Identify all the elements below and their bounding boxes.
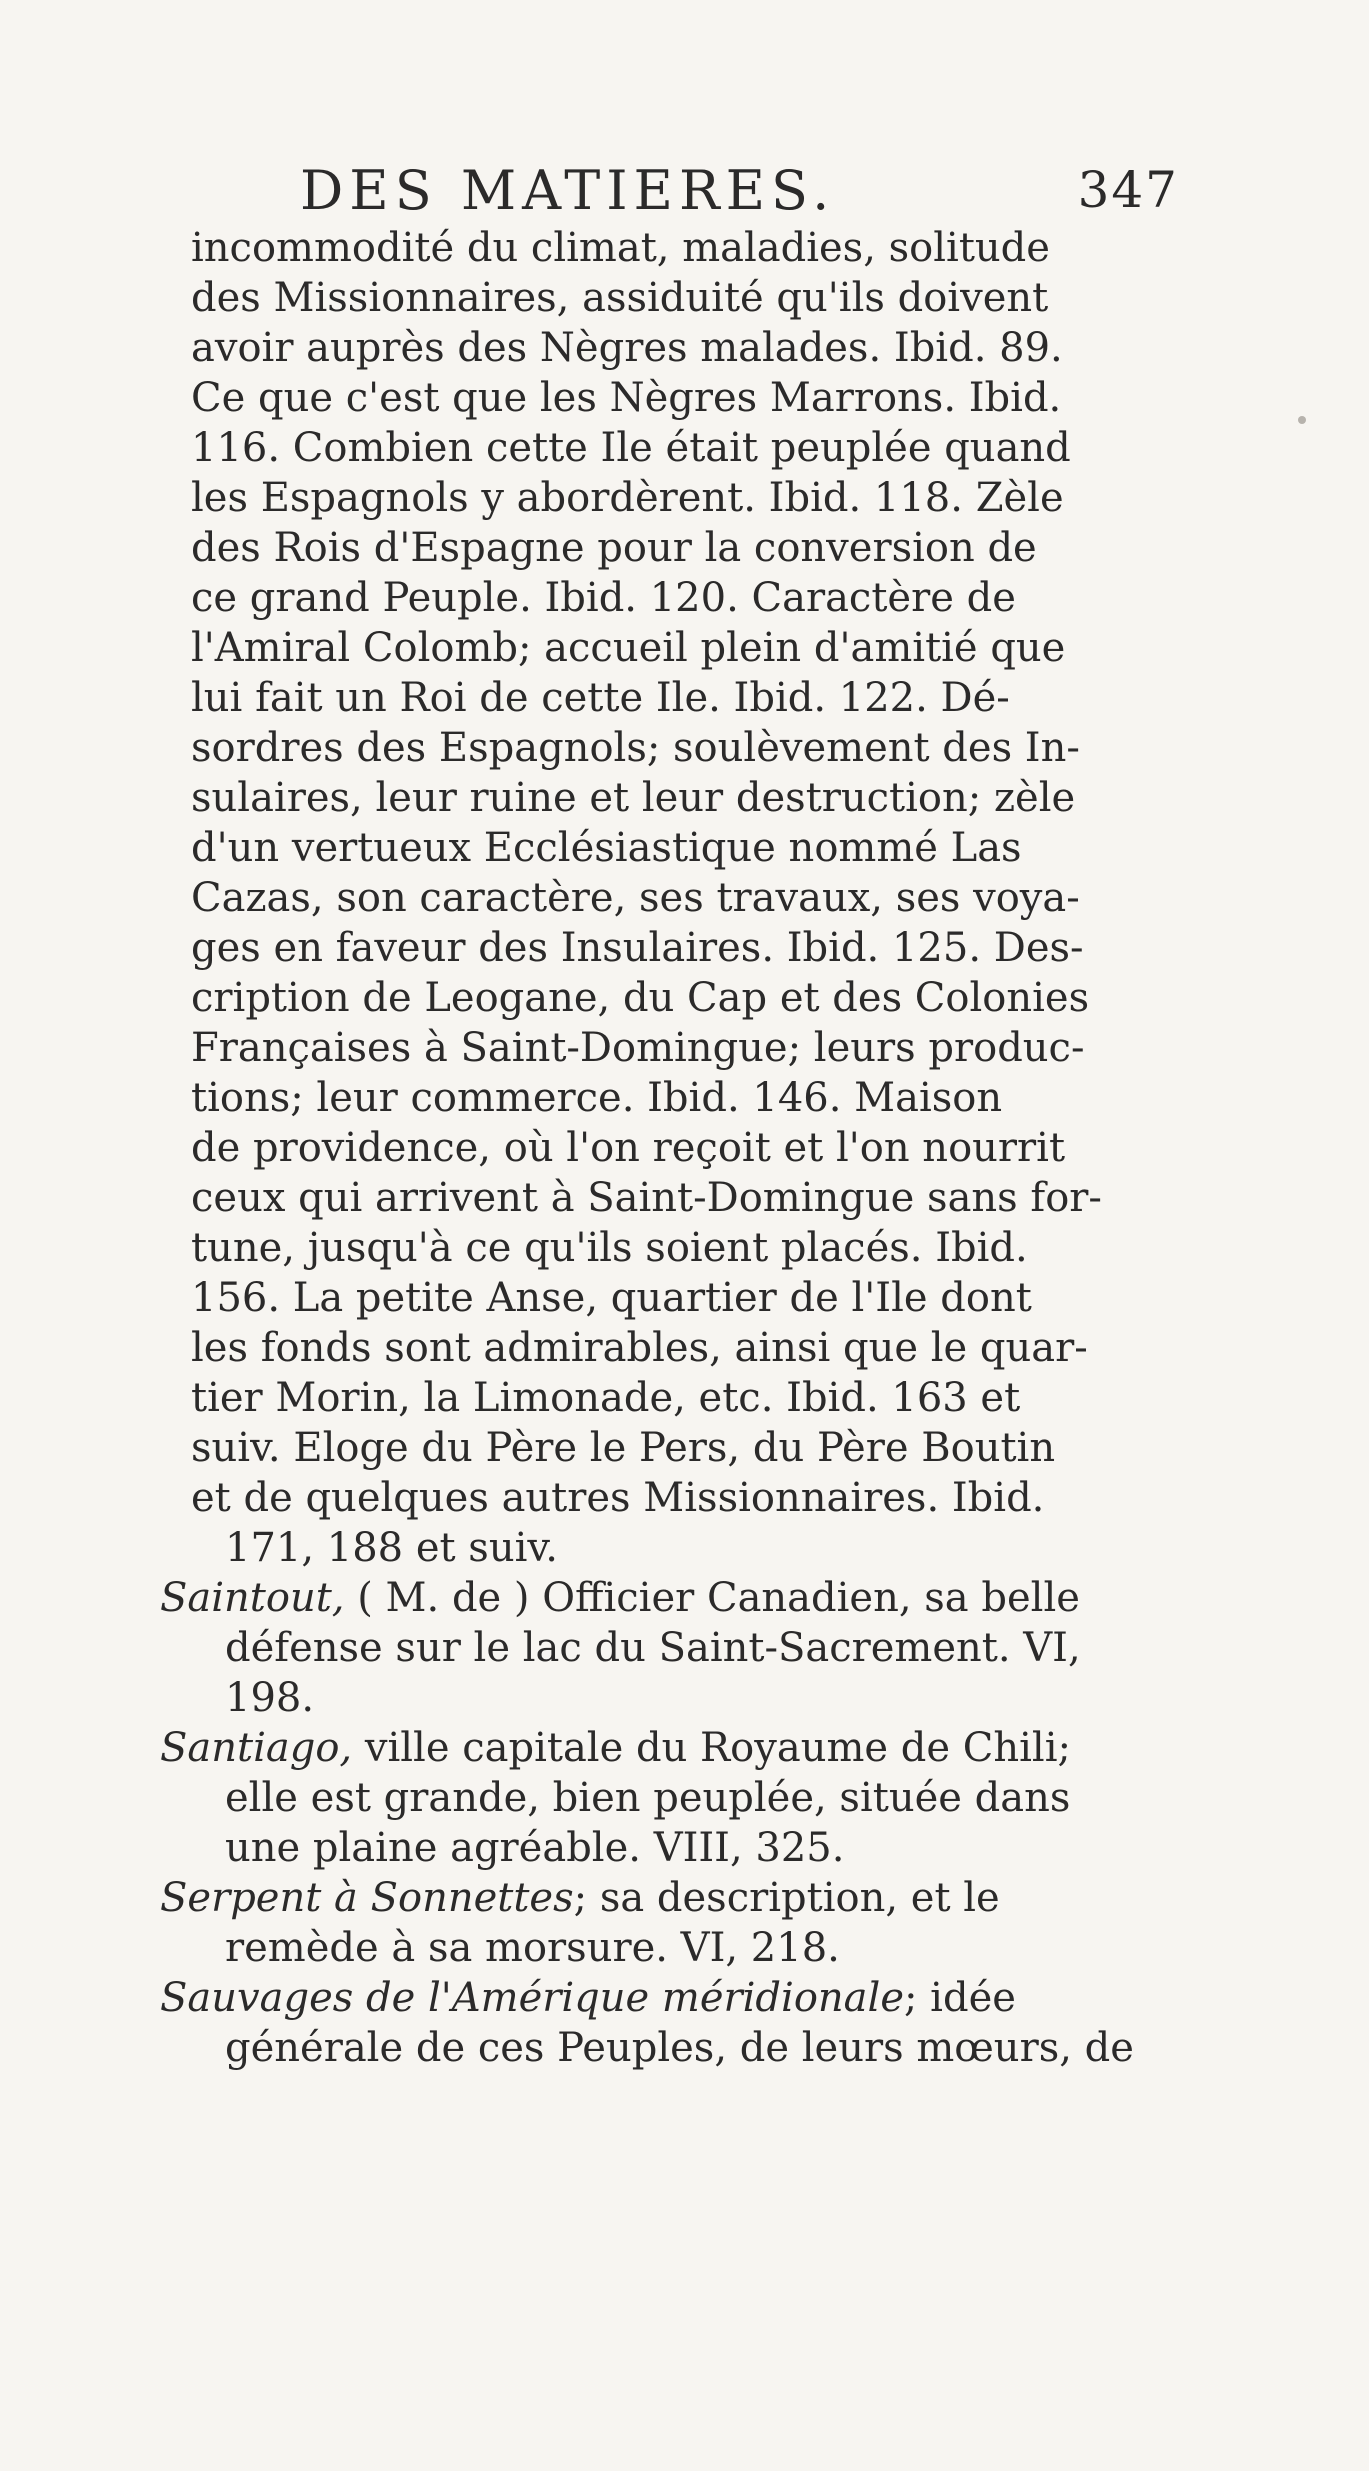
text-line: ges en faveur des Insulaires. Ibid. 125. Des- [191, 925, 1084, 971]
entry-text: ville capitale du Royaume de Chili; [352, 1725, 1071, 1771]
text-line: avoir auprès des Nègres malades. Ibid. 89. [191, 325, 1063, 371]
text-line: tune, jusqu'à ce qu'ils soient placés. Ibid. [191, 1225, 1028, 1271]
entry-text: ; sa description, et le [573, 1875, 1000, 1921]
text-line: incommodité du climat, maladies, solitude [191, 225, 1050, 271]
text-line: les Espagnols y abordèrent. Ibid. 118. Zèle [191, 475, 1064, 521]
text-line: remède à sa morsure. VI, 218. [225, 1925, 840, 1971]
text-line: des Missionnaires, assiduité qu'ils doivent [191, 275, 1049, 321]
text-line: suiv. Eloge du Père le Pers, du Père Boutin [191, 1425, 1056, 1471]
text-line: Cazas, son caractère, ses travaux, ses voya- [191, 875, 1080, 921]
entry-title: Serpent à Sonnettes [160, 1875, 574, 1921]
text-line: 198. [225, 1675, 315, 1721]
text-line: une plaine agréable. VIII, 325. [225, 1825, 845, 1871]
text-line: Ce que c'est que les Nègres Marrons. Ibid. [191, 375, 1062, 421]
page-header [280, 150, 1179, 230]
text-line: 156. La petite Anse, quartier de l'Ile dont [191, 1275, 1032, 1321]
text-line: ceux qui arrivent à Saint-Domingue sans for- [191, 1175, 1102, 1221]
text-line: tions; leur commerce. Ibid. 146. Maison [191, 1075, 1003, 1121]
text-line: 171, 188 et suiv. [225, 1525, 558, 1571]
text-line: générale de ces Peuples, de leurs mœurs, de [225, 2025, 1134, 2071]
index-entry-santiago [160, 1723, 1190, 1773]
text-line: lui fait un Roi de cette Ile. Ibid. 122. Dé- [191, 675, 1010, 721]
text-line: 116. Combien cette Ile était peuplée quand [191, 425, 1071, 471]
text-line: sordres des Espagnols; soulèvement des In- [191, 725, 1080, 771]
text-line: ce grand Peuple. Ibid. 120. Caractère de [191, 575, 1016, 621]
entry-title: Saintout, [160, 1575, 345, 1621]
text-line: des Rois d'Espagne pour la conversion de [191, 525, 1037, 571]
index-entry-saintout [160, 1573, 1190, 1623]
running-title: DES MATIERES. [300, 158, 836, 222]
text-line: Françaises à Saint-Domingue; leurs produc- [191, 1025, 1085, 1071]
text-line: les fonds sont admirables, ainsi que le quar- [191, 1325, 1088, 1371]
text-line: de providence, où l'on reçoit et l'on nourrit [191, 1125, 1066, 1171]
text-line: et de quelques autres Missionnaires. Ibid. [191, 1475, 1045, 1521]
index-entry-sauvages [160, 1973, 1190, 2023]
text-line: sulaires, leur ruine et leur destruction; zèle [191, 775, 1076, 821]
entry-text: ( M. de ) Officier Canadien, sa belle [344, 1575, 1080, 1621]
text-line: l'Amiral Colomb; accueil plein d'amitié que [191, 625, 1066, 671]
index-text [160, 223, 1190, 2073]
page-number: 347 [1077, 161, 1179, 219]
text-line: tier Morin, la Limonade, etc. Ibid. 163 et [191, 1375, 1021, 1421]
entry-title: Santiago, [160, 1725, 353, 1771]
text-line: cription de Leogane, du Cap et des Colonies [191, 975, 1090, 1021]
text-line: d'un vertueux Ecclésiastique nommé Las [191, 825, 1022, 871]
entry-title: Sauvages de l'Amérique méridionale [160, 1975, 904, 2021]
text-line: elle est grande, bien peuplée, située dans [225, 1775, 1071, 1821]
text-line: défense sur le lac du Saint-Sacrement. VI, [225, 1625, 1081, 1671]
index-entry-serpent [160, 1873, 1190, 1923]
entry-text: ; idée [903, 1975, 1016, 2021]
ink-spot [1298, 416, 1306, 424]
